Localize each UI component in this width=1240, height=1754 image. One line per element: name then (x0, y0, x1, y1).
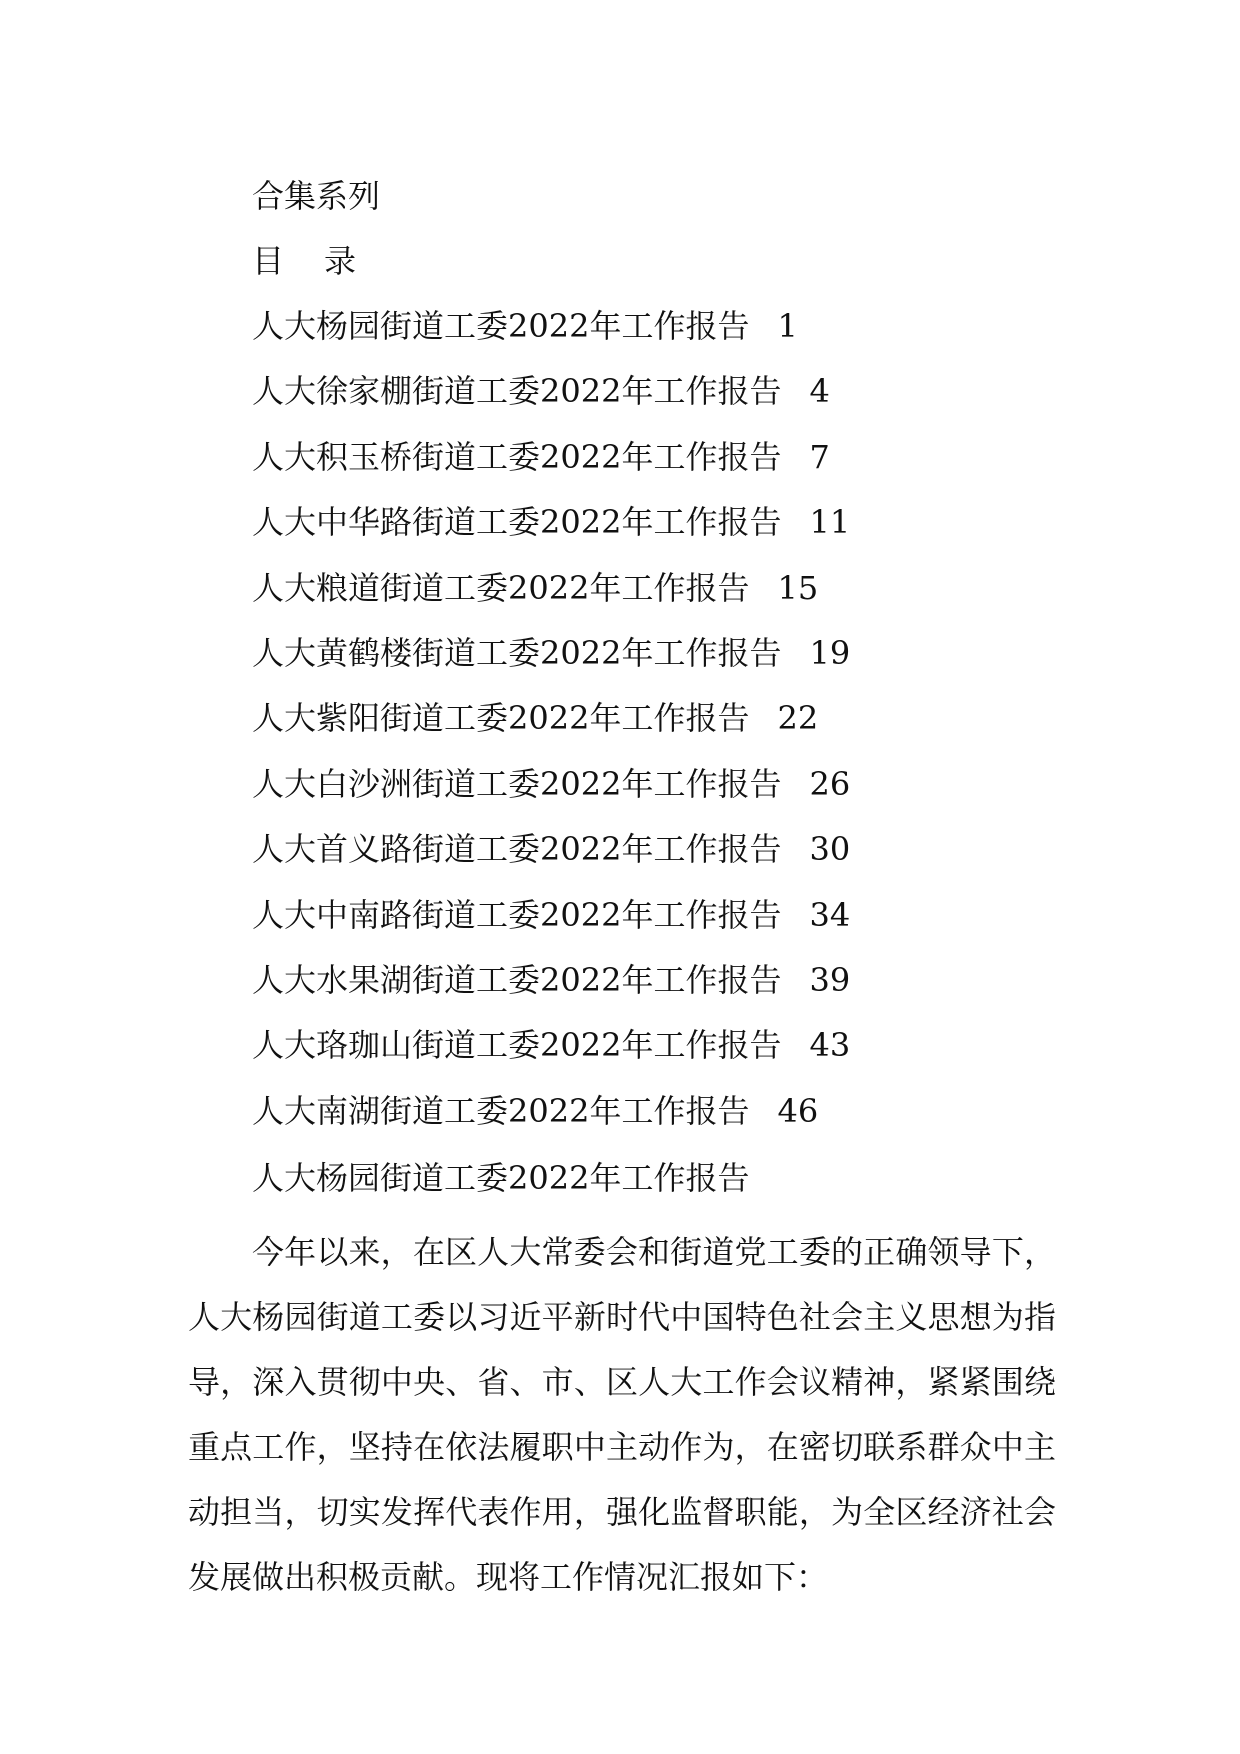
section-title: 人大杨园街道工委2022年工作报告 (252, 1159, 750, 1197)
toc-heading (252, 241, 356, 281)
toc-heading-char-2: 录 (324, 242, 357, 280)
toc-entry-title: 人大中南路街道工委2022年工作报告 (252, 895, 782, 934)
toc-entry[interactable] (252, 960, 850, 1025)
toc-entry-title: 人大珞珈山街道工委2022年工作报告 (252, 1026, 782, 1065)
body-paragraph: 今年以来，在区人大常委会和街道党工委的正确领导下，人大杨园街道工委以习近平新时代中国特色社会主义思想为指导，深入贯彻中央、省、市、区人大工作会议精神，紧紧围绕重点工作，坚持在依法履职中主动作为，在密切联系群众中主动担当，切实发挥代表作用，强化监督职能，为全区经济社会发展做出积极贡献。现将工作情况汇报如下： (188, 1233, 1056, 1596)
toc-entry[interactable] (252, 633, 850, 698)
toc-entry-title: 人大水果湖街道工委2022年工作报告 (252, 960, 782, 999)
toc-entry-title: 人大中华路街道工委2022年工作报告 (252, 503, 782, 542)
toc-entry-page: 4 (809, 372, 830, 411)
toc-entry-title: 人大积玉桥街道工委2022年工作报告 (252, 437, 782, 476)
toc-entry-page: 34 (809, 895, 851, 934)
toc-entry[interactable] (252, 829, 850, 894)
toc-entry-title: 人大紫阳街道工委2022年工作报告 (252, 699, 750, 738)
toc-entry[interactable] (252, 698, 850, 763)
toc-entry[interactable] (252, 764, 850, 829)
toc-entry-title: 人大南湖街道工委2022年工作报告 (252, 1091, 750, 1130)
toc-entry-page: 19 (809, 633, 851, 672)
toc-entry[interactable] (252, 306, 850, 371)
toc-entry[interactable] (252, 437, 850, 502)
toc-entry[interactable] (252, 568, 850, 633)
toc-entry-page: 46 (777, 1091, 819, 1130)
toc-entry[interactable] (252, 502, 850, 567)
series-title: 合集系列 (252, 177, 381, 215)
table-of-contents (252, 306, 850, 1156)
toc-entry-title: 人大杨园街道工委2022年工作报告 (252, 307, 750, 345)
toc-entry-page: 43 (809, 1026, 851, 1065)
toc-heading-char-1: 目 (252, 242, 285, 280)
toc-entry[interactable] (252, 371, 850, 436)
toc-entry-page: 11 (809, 503, 851, 542)
toc-entry-page: 7 (809, 437, 830, 476)
toc-entry-page: 1 (777, 307, 798, 345)
toc-entry[interactable] (252, 1025, 850, 1090)
toc-entry[interactable] (252, 895, 850, 960)
toc-entry-title: 人大黄鹤楼街道工委2022年工作报告 (252, 633, 782, 672)
toc-entry-title: 人大徐家棚街道工委2022年工作报告 (252, 372, 782, 411)
toc-entry-title: 人大白沙洲街道工委2022年工作报告 (252, 764, 782, 803)
toc-entry-page: 30 (809, 830, 851, 869)
toc-entry-title: 人大首义路街道工委2022年工作报告 (252, 830, 782, 869)
toc-entry-page: 39 (809, 960, 851, 999)
toc-entry[interactable] (252, 1091, 850, 1156)
toc-entry-page: 15 (777, 568, 819, 607)
toc-entry-page: 26 (809, 764, 851, 803)
toc-entry-title: 人大粮道街道工委2022年工作报告 (252, 568, 750, 607)
toc-entry-page: 22 (777, 699, 819, 738)
